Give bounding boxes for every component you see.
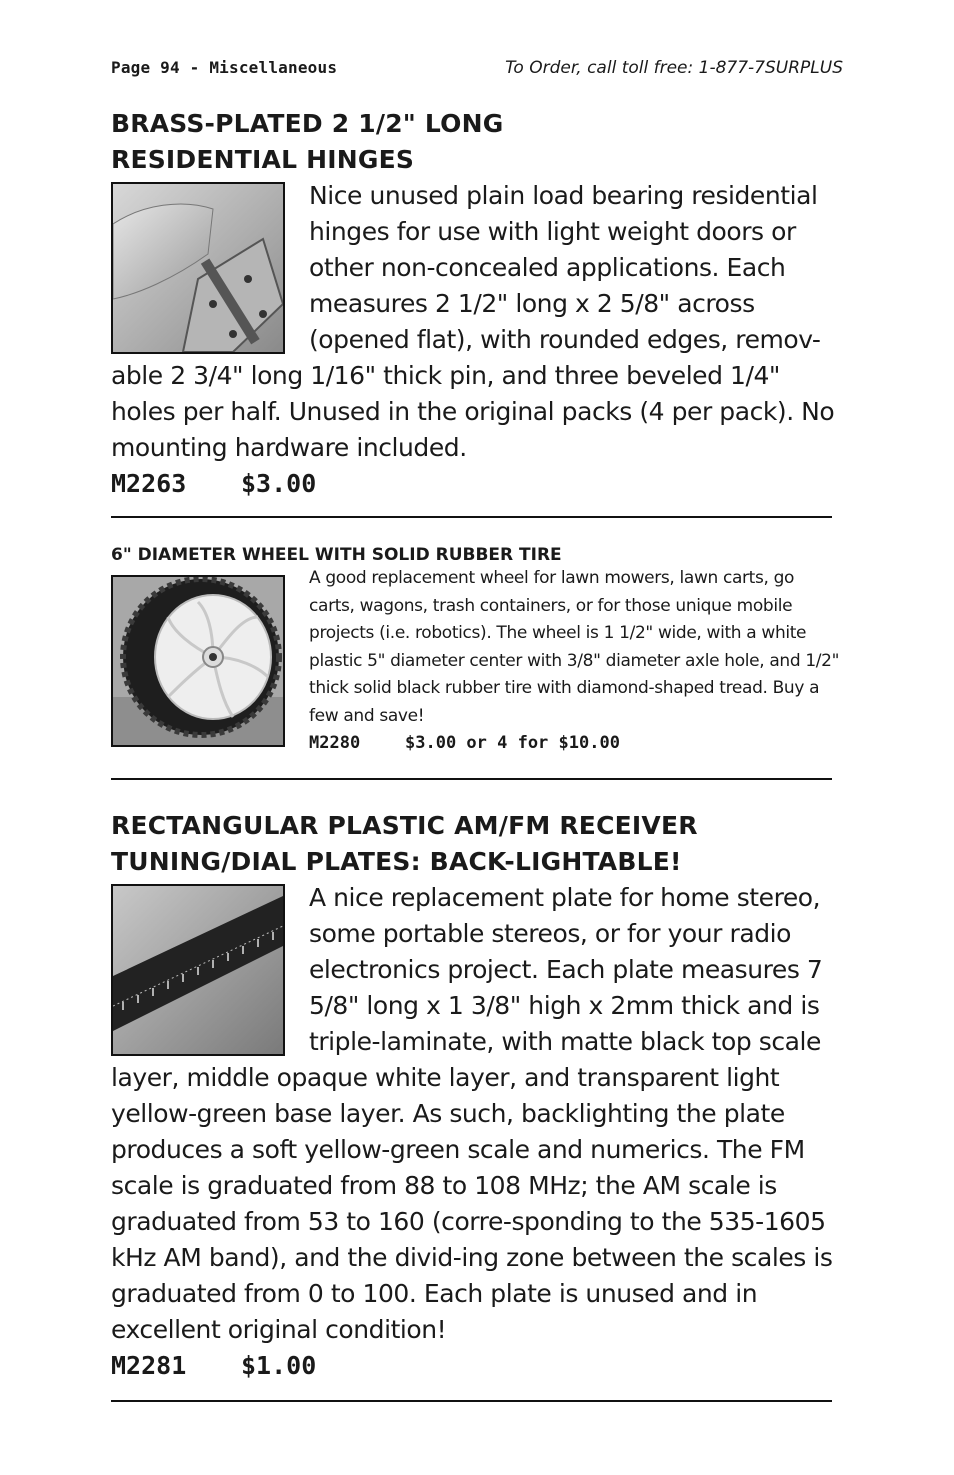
product-description: Nice unused plain load bearing residential hinges for use with light weight doors or other non-concealed applications. Each measures 2 1/2" long x 2 5/8" across (opened flat), with rounded edges, remov-able 2 3/4" long 1/16" thick pin, and three beveled 1/4" holes per half. Unused in the original packs (4 per pack). No mounting hardware included. [111,181,835,462]
product-dial-plates [111,808,843,1384]
product-title: 6" DIAMETER WHEEL WITH SOLID RUBBER TIRE [111,545,562,565]
page-number-section: Page 94 - Miscellaneous [111,58,338,77]
product-title-line1: RECTANGULAR PLASTIC AM/FM RECEIVER [111,811,698,840]
product-description: A good replacement wheel for lawn mowers, lawn carts, go carts, wagons, trash containers, or for those unique mobile projects (i.e. robotics). The wheel is 1 1/2" wide, with a white plastic 5" diameter center with 3/8" diameter axle hole, and 1/2" thick solid black rubber tire with diamond-shaped tread. Buy a few and save! [309,568,840,726]
section-divider [111,778,832,780]
product-sku: M2281 [111,1351,187,1380]
product-title-line2: RESIDENTIAL HINGES [111,145,415,174]
product-title-line1: BRASS-PLATED 2 1/2" LONG [111,109,504,138]
product-price: $3.00 [241,469,317,498]
product-description: A nice replacement plate for home stereo, some portable stereos, or for your radio electronics project. Each plate measures 7 5/8" long x 1 3/8" high x 2mm thick and is triple-laminate, with matte black top scale layer, middle opaque white layer, and transparent light yellow-green base layer. As such, backlighting the plate produces a soft yellow-green scale and numerics. The FM scale is graduated from 88 to 108 MHz; the AM scale is graduated from 53 to 160 (corre-sponding to the 535-1605 kHz AM band), and the divid-ing zone between the scales is graduated from 0 to 100. Each plate is unused and in excellent original condition! [111,883,833,1344]
section-divider [111,516,832,518]
section-divider [111,1400,832,1402]
product-title-line2: TUNING/DIAL PLATES: BACK-LIGHTABLE! [111,847,682,876]
page-header [111,58,843,82]
product-price-line [111,466,843,502]
product-wheel [111,545,843,757]
product-hinges [111,106,843,502]
dial-plate-photo-icon [111,884,285,1056]
wheel-photo-icon [111,575,285,747]
product-price: $3.00 or 4 for $10.00 [405,733,620,753]
product-price: $1.00 [241,1351,317,1380]
order-phone-line: To Order, call toll free: 1-877-7SURPLUS [505,58,843,78]
product-sku: M2263 [111,469,187,498]
product-sku: M2280 [309,733,361,753]
product-price-line [111,1348,843,1384]
hinge-photo-icon [111,182,285,354]
